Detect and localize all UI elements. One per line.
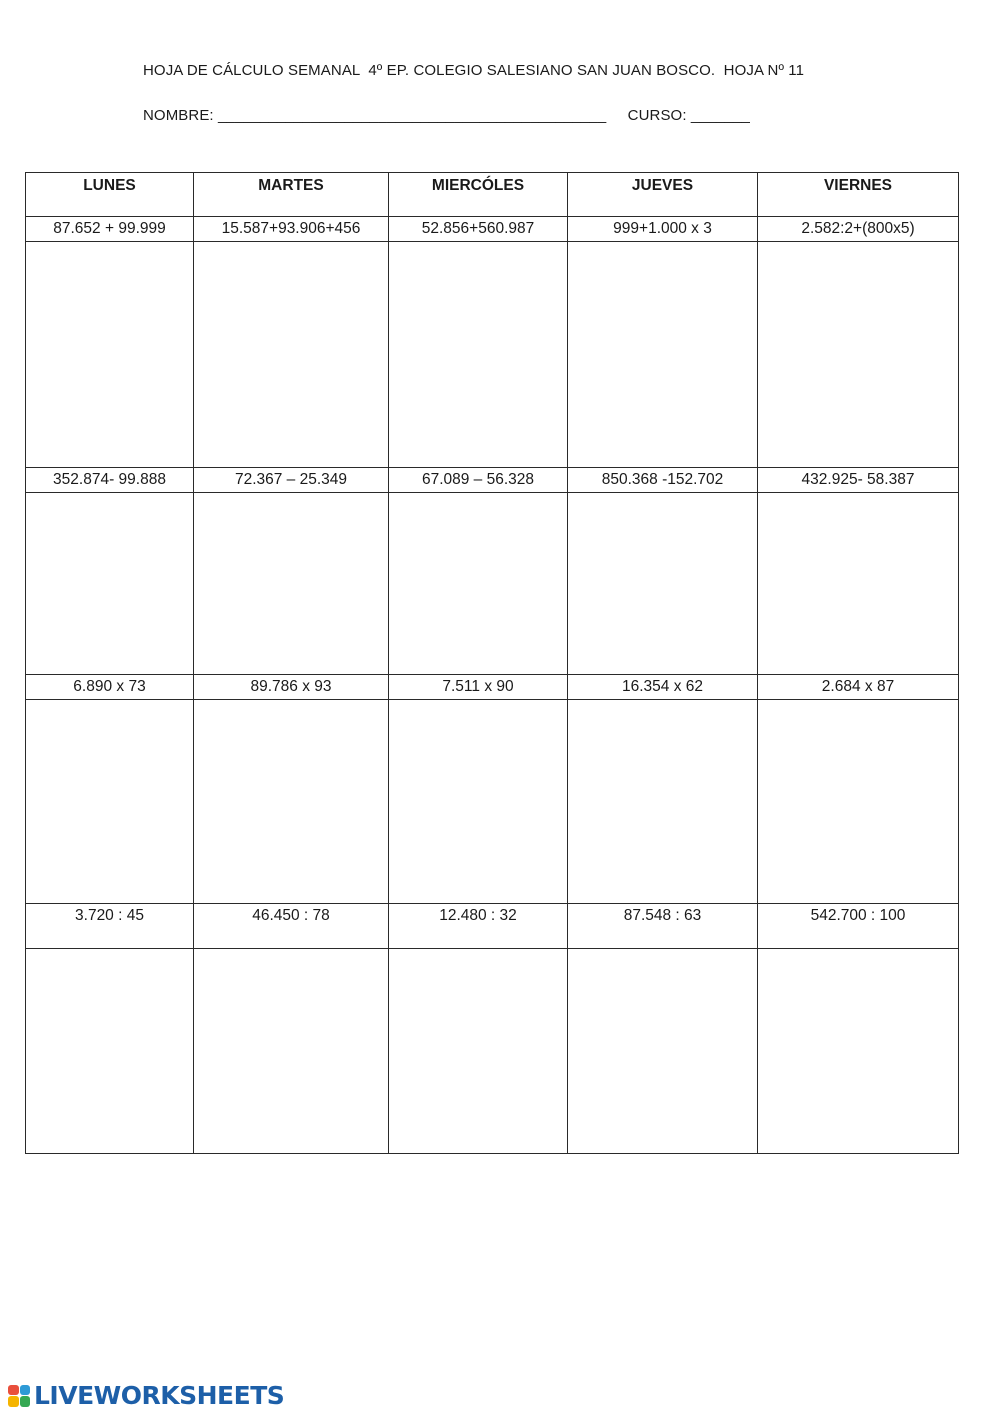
name-course-line: NOMBRE: ______________________________________________ CURSO: _______ xyxy=(143,107,750,124)
work-area-row xyxy=(26,700,959,904)
work-area-row xyxy=(26,949,959,1154)
operation-cell: 16.354 x 62 xyxy=(568,675,758,700)
operation-cell: 46.450 : 78 xyxy=(194,904,389,949)
operation-cell: 3.720 : 45 xyxy=(26,904,194,949)
work-area-cell[interactable] xyxy=(758,242,959,468)
work-area-cell[interactable] xyxy=(194,949,389,1154)
liveworksheets-brand[interactable] xyxy=(8,1383,284,1408)
work-area-cell[interactable] xyxy=(758,493,959,675)
day-header-tuesday: MARTES xyxy=(194,173,389,217)
operation-cell: 67.089 – 56.328 xyxy=(389,468,568,493)
operation-cell: 542.700 : 100 xyxy=(758,904,959,949)
work-area-cell[interactable] xyxy=(758,700,959,904)
work-area-cell[interactable] xyxy=(758,949,959,1154)
brand-wordmark: LIVEWORKSHEETS xyxy=(34,1381,285,1410)
operation-row-multiplication xyxy=(26,675,959,700)
day-header-friday: VIERNES xyxy=(758,173,959,217)
work-area-cell[interactable] xyxy=(26,242,194,468)
operation-cell: 850.368 -152.702 xyxy=(568,468,758,493)
operation-cell: 72.367 – 25.349 xyxy=(194,468,389,493)
day-header-thursday: JUEVES xyxy=(568,173,758,217)
work-area-cell[interactable] xyxy=(568,242,758,468)
work-area-cell[interactable] xyxy=(389,949,568,1154)
operation-cell: 15.587+93.906+456 xyxy=(194,217,389,242)
operation-cell: 7.511 x 90 xyxy=(389,675,568,700)
operation-cell: 87.652 + 99.999 xyxy=(26,217,194,242)
operation-cell: 89.786 x 93 xyxy=(194,675,389,700)
worksheet-title: HOJA DE CÁLCULO SEMANAL 4º EP. COLEGIO SALESIANO SAN JUAN BOSCO. HOJA Nº 11 xyxy=(143,62,805,79)
operation-row-addition xyxy=(26,217,959,242)
work-area-cell[interactable] xyxy=(568,949,758,1154)
work-area-cell[interactable] xyxy=(194,493,389,675)
operation-row-division xyxy=(26,904,959,949)
work-area-cell[interactable] xyxy=(26,700,194,904)
work-area-cell[interactable] xyxy=(568,493,758,675)
work-area-cell[interactable] xyxy=(194,242,389,468)
operation-row-subtraction xyxy=(26,468,959,493)
operation-cell: 52.856+560.987 xyxy=(389,217,568,242)
work-area-cell[interactable] xyxy=(389,700,568,904)
day-header-row xyxy=(26,173,959,217)
work-area-cell[interactable] xyxy=(26,493,194,675)
operation-cell: 6.890 x 73 xyxy=(26,675,194,700)
day-header-wednesday: MIERCÓLES xyxy=(389,173,568,217)
operation-cell: 999+1.000 x 3 xyxy=(568,217,758,242)
calculation-table xyxy=(25,172,959,1154)
work-area-row xyxy=(26,493,959,675)
operation-cell: 352.874- 99.888 xyxy=(26,468,194,493)
operation-cell: 12.480 : 32 xyxy=(389,904,568,949)
work-area-row xyxy=(26,242,959,468)
work-area-cell[interactable] xyxy=(389,493,568,675)
liveworksheets-logo-icon xyxy=(8,1385,30,1407)
work-area-cell[interactable] xyxy=(389,242,568,468)
operation-cell: 87.548 : 63 xyxy=(568,904,758,949)
work-area-cell[interactable] xyxy=(26,949,194,1154)
operation-cell: 2.582:2+(800x5) xyxy=(758,217,959,242)
operation-cell: 2.684 x 87 xyxy=(758,675,959,700)
operation-cell: 432.925- 58.387 xyxy=(758,468,959,493)
work-area-cell[interactable] xyxy=(568,700,758,904)
work-area-cell[interactable] xyxy=(194,700,389,904)
day-header-monday: LUNES xyxy=(26,173,194,217)
